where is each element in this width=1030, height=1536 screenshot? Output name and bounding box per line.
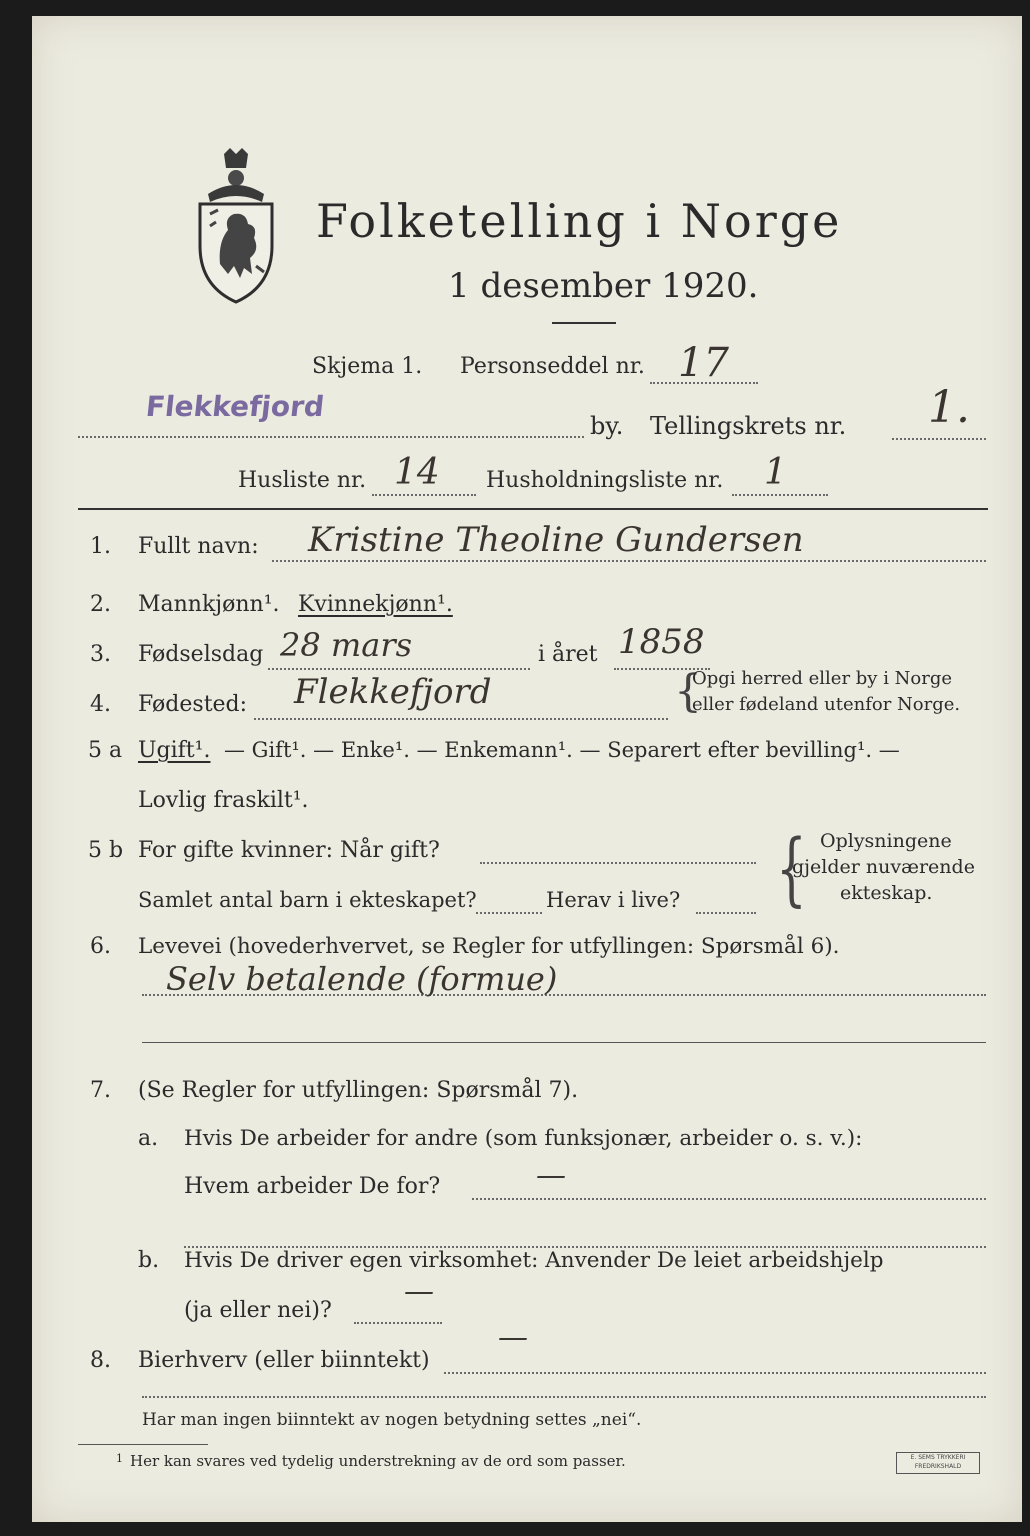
q7-label: (Se Regler for utfyllingen: Spørsmål 7). bbox=[138, 1078, 579, 1103]
q5b-alive-line bbox=[696, 912, 756, 914]
q4-note-line1: Opgi herred eller by i Norge bbox=[692, 668, 953, 689]
q5b-label-children: Samlet antal barn i ekteskapet? bbox=[138, 888, 477, 912]
title-divider bbox=[552, 322, 616, 324]
q7a-line2: Hvem arbeider De for? bbox=[184, 1174, 441, 1199]
q5b-married-line bbox=[480, 862, 756, 864]
q3-year-value: 1858 bbox=[618, 622, 705, 662]
coat-of-arms-icon bbox=[190, 146, 282, 306]
husholdning-line bbox=[732, 494, 828, 496]
q1-line bbox=[272, 560, 986, 562]
q7b-line2: (ja eller nei)? bbox=[184, 1298, 332, 1323]
q5a-options: — Gift¹. — Enke¹. — Enkemann¹. — Separert efter bevilling¹. — bbox=[224, 738, 900, 762]
q5a-number: 5 a bbox=[88, 738, 123, 763]
printer-mark-line2: FREDRIKSHALD bbox=[914, 1463, 962, 1470]
printer-mark bbox=[896, 1452, 980, 1474]
by-label: by. bbox=[590, 412, 624, 440]
q8-line bbox=[444, 1372, 986, 1374]
tellingskrets-label: Tellingskrets nr. bbox=[650, 412, 847, 440]
q7b-line1: Hvis De driver egen virksomhet: Anvender De leiet arbeidshjelp bbox=[184, 1248, 884, 1273]
census-form-page bbox=[32, 16, 1022, 1522]
q6-extra-line bbox=[142, 1042, 986, 1043]
q5b-label-alive: Herav i live? bbox=[546, 888, 681, 912]
q1-value: Kristine Theoline Gundersen bbox=[308, 520, 804, 560]
q8-number: 8. bbox=[90, 1348, 111, 1373]
q3-line bbox=[268, 668, 530, 670]
q7b-letter: b. bbox=[138, 1248, 160, 1273]
q5b-note-brace: { bbox=[776, 822, 807, 915]
place-line bbox=[78, 436, 584, 438]
place-stamp: Flekkefjord bbox=[144, 390, 326, 423]
q5b-label-married: For gifte kvinner: Når gift? bbox=[138, 838, 440, 863]
footnote-marker: 1 bbox=[116, 1452, 123, 1465]
personseddel-value: 17 bbox=[678, 340, 729, 386]
biinntekt-note: Har man ingen biinntekt av nogen betydning settes „nei“. bbox=[142, 1410, 642, 1430]
q7a-line1: Hvis De arbeider for andre (som funksjonær, arbeider o. s. v.): bbox=[184, 1126, 863, 1151]
q7a-value: — bbox=[536, 1158, 566, 1193]
q5a-line2: Lovlig fraskilt¹. bbox=[138, 788, 309, 813]
q2-female-selected: Kvinnekjønn¹. bbox=[298, 592, 453, 617]
q4-label: Fødested: bbox=[138, 692, 248, 717]
husliste-line bbox=[372, 494, 476, 496]
q5b-note-line1: Oplysningene bbox=[820, 830, 952, 852]
q4-number: 4. bbox=[90, 692, 111, 717]
q3-year-label: i året bbox=[538, 642, 598, 667]
q3-label: Fødselsdag bbox=[138, 642, 264, 667]
q7a-letter: a. bbox=[138, 1126, 159, 1151]
q7a-answer-line bbox=[472, 1198, 986, 1200]
husliste-value: 14 bbox=[394, 452, 440, 493]
q6-number: 6. bbox=[90, 934, 111, 959]
form-title: Folketelling i Norge bbox=[316, 194, 843, 248]
footnote-rule bbox=[78, 1444, 208, 1445]
q4-note-line2: eller fødeland utenfor Norge. bbox=[692, 694, 961, 715]
q7b-value: — bbox=[404, 1274, 434, 1309]
skjema-label: Skjema 1. bbox=[312, 354, 423, 379]
q5b-note-line2: gjelder nuværende bbox=[792, 856, 975, 878]
q4-value: Flekkefjord bbox=[294, 672, 492, 712]
header-divider bbox=[78, 508, 988, 510]
tellingskrets-value: 1. bbox=[928, 382, 970, 433]
q2-number: 2. bbox=[90, 592, 111, 617]
husholdning-label: Husholdningsliste nr. bbox=[486, 468, 724, 493]
q4-note-brace: { bbox=[674, 666, 702, 717]
q5b-note-line3: ekteskap. bbox=[840, 882, 933, 904]
q3-number: 3. bbox=[90, 642, 111, 667]
q6-label: Levevei (hovederhvervet, se Regler for utfyllingen: Spørsmål 6). bbox=[138, 934, 840, 959]
q4-line bbox=[254, 718, 668, 720]
personseddel-label: Personseddel nr. bbox=[460, 354, 645, 379]
q5a-ugift-selected: Ugift¹. bbox=[138, 738, 211, 763]
q8-label: Bierhverv (eller biinntekt) bbox=[138, 1348, 430, 1373]
tellingskrets-line bbox=[892, 438, 986, 440]
printer-mark-line1: E. SEMS TRYKKERI bbox=[910, 1454, 966, 1461]
q1-number: 1. bbox=[90, 534, 111, 559]
q7-number: 7. bbox=[90, 1078, 111, 1103]
footnote-text: Her kan svares ved tydelig understrekning av de ord som passer. bbox=[130, 1452, 626, 1470]
husholdning-value: 1 bbox=[764, 452, 787, 493]
husliste-label: Husliste nr. bbox=[238, 468, 367, 493]
q2-male: Mannkjønn¹. bbox=[138, 592, 280, 617]
q6-value: Selv betalende (formue) bbox=[166, 960, 558, 998]
q8-value: — bbox=[498, 1320, 528, 1355]
q8-extra-line bbox=[142, 1396, 986, 1398]
q5b-number: 5 b bbox=[88, 838, 124, 863]
q3-value: 28 mars bbox=[280, 626, 413, 664]
q1-label: Fullt navn: bbox=[138, 534, 259, 559]
q7b-answer-line bbox=[354, 1322, 442, 1324]
q5b-children-line bbox=[476, 912, 542, 914]
form-date: 1 desember 1920. bbox=[448, 266, 759, 306]
